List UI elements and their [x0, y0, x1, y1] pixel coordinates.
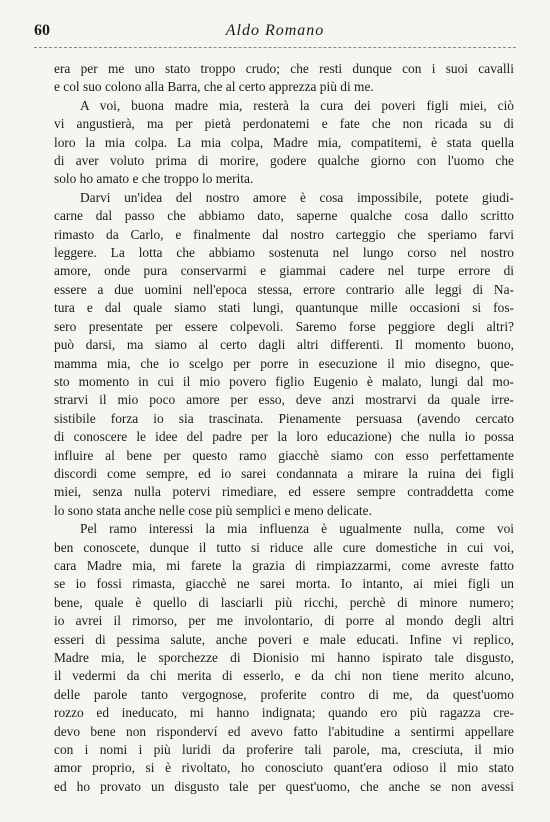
text-line: Pel ramo interessi la mia influenza è ugualmente nulla, come voi — [80, 521, 514, 537]
text-line: amore, onde pura conservarmi e giammai cadere nel turpe errore di — [54, 263, 514, 279]
running-title: Aldo Romano — [225, 22, 325, 39]
text-line: strarvi il mio poco amore per esso, deve anzi mostrarvi da quale irre- — [54, 392, 514, 408]
text-line: può darsi, ma siamo al certo dagli altri differenti. Il momento buono, — [54, 337, 514, 353]
text-line: loro la mia colpa. La mia colpa, Madre mia, compatitemi, è stata quella — [54, 134, 514, 150]
text-line: Darvi un'idea del nostro amore è cosa impossibile, potete giudi- — [80, 189, 514, 205]
body-text — [54, 60, 514, 796]
text-line: carne dal passo che abbiamo dato, saperne qualche cosa dallo scritto — [54, 208, 514, 224]
text-line: di aver voluto prima di morire, godere qualche giorno con l'uomo che — [54, 153, 514, 169]
text-line: amor proprio, si è rivoltato, ho conosciuto quant'era odioso il mio stato — [54, 760, 514, 776]
text-line: miei, senza nulla potervi rimediare, ed essere sempre contraddetta come — [54, 484, 514, 500]
text-line: di conoscere le idee del padre per la loro educazione) che nulla io possa — [54, 429, 514, 445]
page-header — [34, 20, 516, 42]
text-line: tura e dal quale siamo stati lungi, quantunque mille occasioni si fos- — [54, 300, 514, 316]
text-line: essere a due uomini nell'epoca stessa, errore contrario alle leggi di Na- — [54, 281, 514, 297]
text-line: A voi, buona madre mia, resterà la cura dei poveri figli miei, ciò — [80, 97, 514, 113]
text-line: sistibile forza io sia trascinata. Pienamente persuasa (avendo cercato — [54, 410, 514, 426]
text-line: cara Madre mia, mi farete la grazia di rimpiazzarmi, come avreste fatto — [54, 557, 514, 573]
text-line: Madre mia, le sporchezze di Dionisio mi hanno ispirato tale disgusto, — [54, 650, 514, 665]
page-number: 60 — [34, 22, 50, 39]
text-line: e col suo colono alla Barra, che al certo apprezza più di me. — [54, 79, 374, 95]
text-line: con i nomi i più luridi da proferire tali parole, ma, cresciuta, il mio — [54, 742, 514, 758]
text-line: lo sono stata anche nelle cose più semplici e meno delicate. — [54, 502, 372, 518]
text-line: ben conoscete, dunque il tutto si riduce alle cure domestiche in cui voi, — [54, 539, 514, 555]
text-line: leggere. La lotta che abbiamo sostenuta nel lungo corso nel nostro — [54, 245, 514, 261]
text-line: se io fossi rimasta, giacchè ne sarei morta. Io intanto, ai miei figli un — [54, 576, 514, 592]
text-line: vi angustierà, ma per pietà perdonatemi e fate che non ricada su di — [54, 116, 514, 132]
text-line: era per me uno stato troppo crudo; che resti dunque con i suoi cavalli — [54, 61, 514, 76]
text-line: influire al bene per questo ramo giacchè siamo con esso perfettamente — [54, 447, 514, 463]
text-line: discordi come sempre, ed io sarei condannata a mirare la ruina dei figli — [54, 465, 514, 481]
header-rule — [34, 47, 516, 48]
text-line: mamma mia, che io scelgo per porre in esecuzione il mio disegno, que- — [54, 355, 514, 371]
text-line: rozzo ed ineducato, mi hanno indignata; quando ero più ragazza cre- — [54, 705, 514, 721]
text-line: devo bene non risponderví ed avevo fatto l'abitudine a sentirmi appellare — [54, 723, 514, 739]
text-line: bene, quale è quello di lasciarli più ricchi, perchè di minore numero; — [54, 594, 514, 610]
text-line: delle parole tanto vergognose, proferite contro di me, da quest'uomo — [54, 686, 514, 702]
text-line: il vedermi da chi merita di esserlo, e da chi non tiene merito alcuno, — [54, 668, 514, 684]
text-line: io avrei il rimorso, per me involontario, di porre al mondo degli altri — [54, 613, 514, 629]
text-line: ed ho provato un disgusto tale per quest'uomo, che anche se non avessi — [54, 778, 514, 794]
text-line: sero presentate per essere colpevoli. Saremo forse peggiore degli altri? — [54, 318, 514, 334]
text-line: sto momento in cui il mio povero figlio Eugenio è malato, lungi dal mo- — [54, 373, 514, 389]
text-line: rimasto da Carlo, e finalmente dal nostro carteggio che speriamo farvi — [54, 226, 514, 242]
text-line: solo ho amato e che troppo lo merita. — [54, 171, 254, 187]
text-line: esseri di pessima salute, anche poveri e male educati. Infine vi replico, — [54, 631, 514, 647]
